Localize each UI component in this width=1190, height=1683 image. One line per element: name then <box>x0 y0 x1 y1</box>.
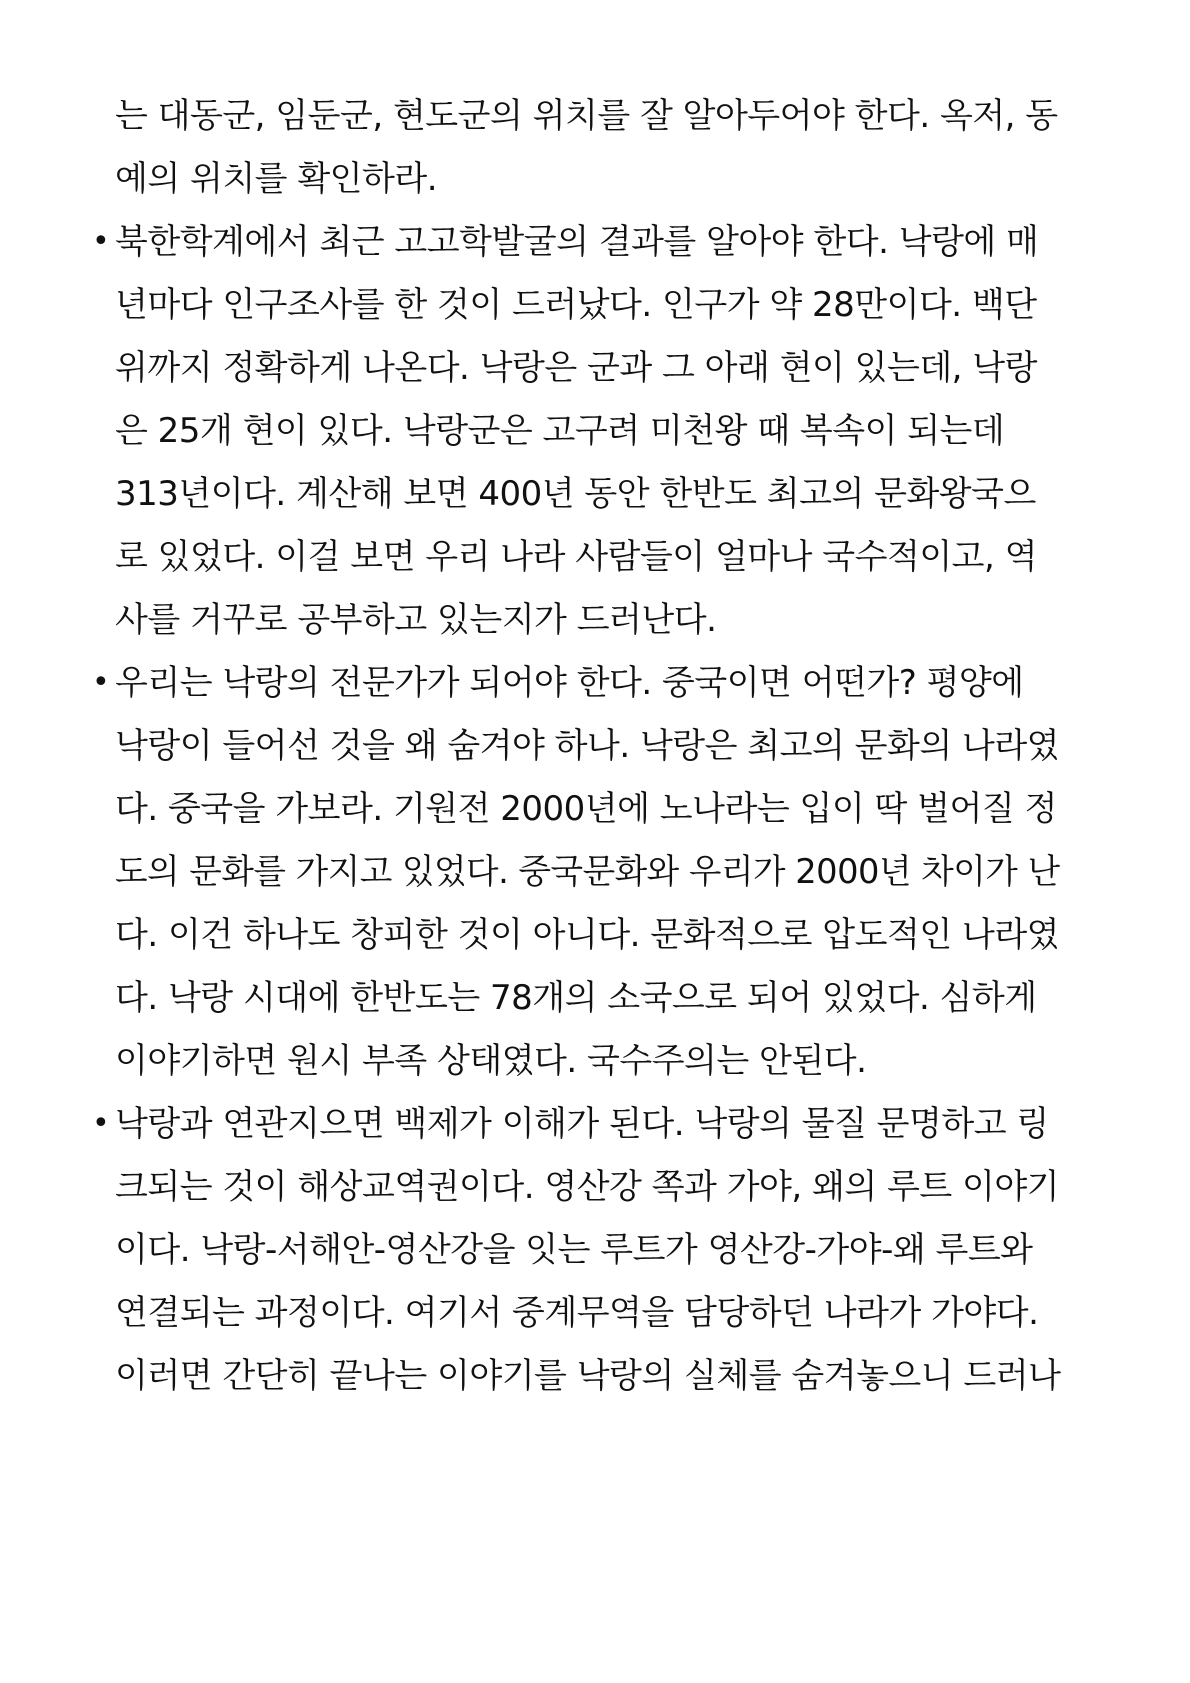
text-line: 다. 이건 하나도 창피한 것이 아니다. 문화적으로 압도적인 나라였 <box>115 915 1060 955</box>
text-line: 낙랑이 들어선 것을 왜 숨겨야 하나. 낙랑은 최고의 문화의 나라였 <box>115 726 1060 766</box>
text-line: 이다. 낙랑-서해안-영산강을 잇는 루트가 영산강-가야-왜 루트와 <box>115 1230 1033 1270</box>
bullet-marker: • <box>92 665 110 700</box>
text-line: 년마다 인구조사를 한 것이 드러났다. 인구가 약 28만이다. 백단 <box>115 285 1037 325</box>
text-line: 우리는 낙랑의 전문가가 되어야 한다. 중국이면 어떤가? 평양에 <box>115 663 1024 703</box>
text-line: 크되는 것이 해상교역권이다. 영산강 쪽과 가야, 왜의 루트 이야기 <box>115 1167 1060 1207</box>
text-line: 다. 낙랑 시대에 한반도는 78개의 소국으로 되어 있었다. 심하게 <box>115 978 1037 1018</box>
text-line: 낙랑과 연관지으면 백제가 이해가 된다. 낙랑의 물질 문명하고 링 <box>115 1104 1049 1144</box>
text-line: 사를 거꾸로 공부하고 있는지가 드러난다. <box>115 600 717 640</box>
text-line: 로 있었다. 이걸 보면 우리 나라 사람들이 얼마나 국수적이고, 역 <box>115 537 1037 577</box>
text-line: 위까지 정확하게 나온다. 낙랑은 군과 그 아래 현이 있는데, 낙랑 <box>115 348 1037 388</box>
text-line: 313년이다. 계산해 보면 400년 동안 한반도 최고의 문화왕국으 <box>115 474 1036 514</box>
text-line: 북한학계에서 최근 고고학발굴의 결과를 알아야 한다. 낙랑에 매 <box>115 222 1039 262</box>
bullet-marker: • <box>92 224 110 259</box>
bullet-marker: • <box>92 1106 110 1141</box>
text-line: 는 대동군, 임둔군, 현도군의 위치를 잘 알아두어야 한다. 옥저, 동 <box>115 96 1058 136</box>
text-line: 이야기하면 원시 부족 상태였다. 국수주의는 안된다. <box>115 1041 867 1081</box>
text-line: 이러면 간단히 끝나는 이야기를 낙랑의 실체를 숨겨놓으니 드러나 <box>115 1356 1061 1396</box>
text-line: 은 25개 현이 있다. 낙랑군은 고구려 미천왕 때 복속이 되는데 <box>115 411 1005 451</box>
text-line: 연결되는 과정이다. 여기서 중계무역을 담당하던 나라가 가야다. <box>115 1293 1039 1333</box>
text-line: 다. 중국을 가보라. 기원전 2000년에 노나라는 입이 딱 벌어질 정 <box>115 789 1057 829</box>
text-line: 도의 문화를 가지고 있었다. 중국문화와 우리가 2000년 차이가 난 <box>115 852 1060 892</box>
text-line: 예의 위치를 확인하라. <box>115 159 438 199</box>
